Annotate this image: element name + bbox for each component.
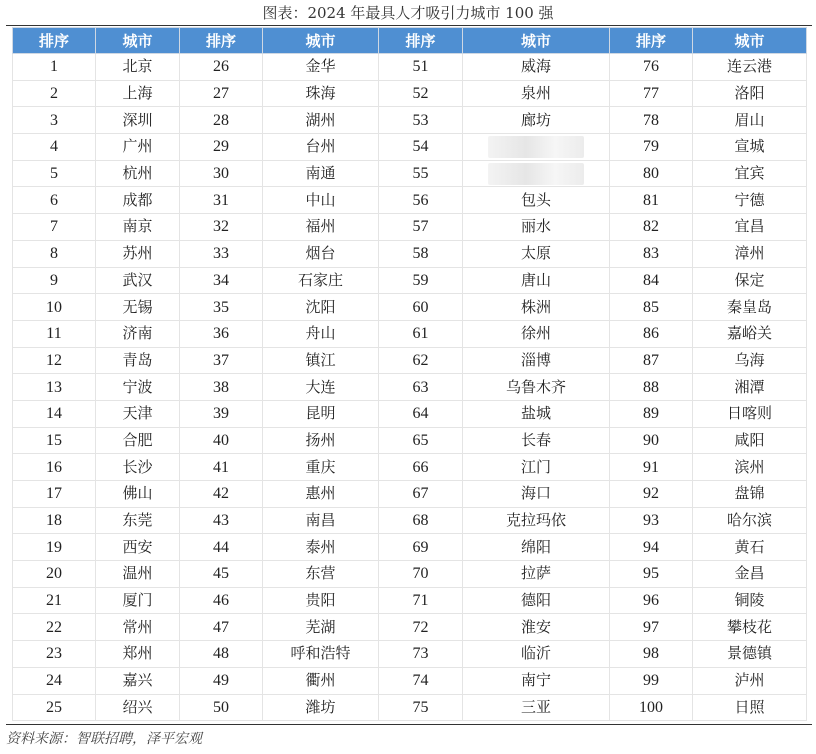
city-cell: 泉州 (463, 80, 610, 107)
rank-cell: 84 (610, 267, 693, 294)
rank-cell: 45 (180, 561, 263, 588)
table-row (13, 534, 807, 561)
rank-cell: 72 (379, 614, 463, 641)
table-row (13, 134, 807, 161)
rank-cell: 41 (180, 454, 263, 481)
city-cell: 广州 (96, 134, 180, 161)
rank-cell: 22 (13, 614, 96, 641)
rank-cell: 87 (610, 347, 693, 374)
city-cell: 克拉玛依 (463, 507, 610, 534)
rank-cell: 79 (610, 134, 693, 161)
rank-cell: 94 (610, 534, 693, 561)
header-rank-4: 排序 (610, 28, 693, 54)
city-cell: 江门 (463, 454, 610, 481)
header-city-4: 城市 (693, 28, 807, 54)
city-cell: 盘锦 (693, 481, 807, 508)
rank-cell: 11 (13, 320, 96, 347)
rank-cell: 4 (13, 134, 96, 161)
city-cell: 宁波 (96, 374, 180, 401)
rank-cell: 98 (610, 641, 693, 668)
rank-cell: 67 (379, 481, 463, 508)
table-row (13, 294, 807, 321)
rank-cell: 48 (180, 641, 263, 668)
table-row (13, 107, 807, 134)
city-cell: 株洲 (463, 294, 610, 321)
city-cell: 湖州 (263, 107, 379, 134)
table-row (13, 214, 807, 241)
city-cell: 嘉峪关 (693, 320, 807, 347)
city-cell: 海口 (463, 481, 610, 508)
rank-cell: 23 (13, 641, 96, 668)
rank-cell: 16 (13, 454, 96, 481)
city-cell: 嘉兴 (96, 667, 180, 694)
rank-cell: 78 (610, 107, 693, 134)
city-cell: 青岛 (96, 347, 180, 374)
rank-cell: 30 (180, 160, 263, 187)
city-cell: 沈阳 (263, 294, 379, 321)
city-cell: 太原 (463, 240, 610, 267)
city-cell: 宜宾 (693, 160, 807, 187)
rank-cell: 61 (379, 320, 463, 347)
rank-cell: 35 (180, 294, 263, 321)
table-row (13, 187, 807, 214)
city-cell: 徐州 (463, 320, 610, 347)
city-cell: 珠海 (263, 80, 379, 107)
city-cell: 武汉 (96, 267, 180, 294)
rank-cell: 38 (180, 374, 263, 401)
city-cell: 丽水 (463, 214, 610, 241)
rank-cell: 10 (13, 294, 96, 321)
table-row (13, 507, 807, 534)
rank-cell: 52 (379, 80, 463, 107)
city-cell: 大连 (263, 374, 379, 401)
bottom-rule (6, 724, 812, 725)
rank-cell: 8 (13, 240, 96, 267)
rank-cell: 93 (610, 507, 693, 534)
rank-cell: 49 (180, 667, 263, 694)
city-cell: 咸阳 (693, 427, 807, 454)
rank-cell: 12 (13, 347, 96, 374)
table-row (13, 614, 807, 641)
city-cell: 滨州 (693, 454, 807, 481)
city-cell: 舟山 (263, 320, 379, 347)
city-cell: 秦皇岛 (693, 294, 807, 321)
city-cell: 苏州 (96, 240, 180, 267)
rank-cell: 26 (180, 54, 263, 81)
rank-cell: 99 (610, 667, 693, 694)
rank-cell: 92 (610, 481, 693, 508)
header-city-3: 城市 (463, 28, 610, 54)
ranking-table (12, 27, 807, 721)
table-row (13, 80, 807, 107)
table-row (13, 561, 807, 588)
rank-cell: 15 (13, 427, 96, 454)
city-cell: 哈尔滨 (693, 507, 807, 534)
rank-cell: 46 (180, 587, 263, 614)
rank-cell: 69 (379, 534, 463, 561)
city-cell: 三亚 (463, 694, 610, 721)
rank-cell: 13 (13, 374, 96, 401)
chart-title: 图表：2024 年最具人才吸引力城市 100 强 (262, 4, 554, 22)
city-cell: 保定 (693, 267, 807, 294)
rank-cell: 3 (13, 107, 96, 134)
city-cell: 温州 (96, 561, 180, 588)
table-row (13, 454, 807, 481)
city-cell: 泰州 (263, 534, 379, 561)
city-cell: 眉山 (693, 107, 807, 134)
rank-cell: 50 (180, 694, 263, 721)
rank-cell: 51 (379, 54, 463, 81)
table-row (13, 374, 807, 401)
city-cell: 淄博 (463, 347, 610, 374)
city-cell: 福州 (263, 214, 379, 241)
city-cell: 泸州 (693, 667, 807, 694)
city-cell: 佛山 (96, 481, 180, 508)
table-row (13, 54, 807, 81)
city-cell: 廊坊 (463, 107, 610, 134)
rank-cell: 34 (180, 267, 263, 294)
rank-cell: 39 (180, 400, 263, 427)
rank-cell: 89 (610, 400, 693, 427)
rank-cell: 25 (13, 694, 96, 721)
city-cell: 宣城 (693, 134, 807, 161)
table-row (13, 160, 807, 187)
table-row (13, 347, 807, 374)
city-cell: 扬州 (263, 427, 379, 454)
city-cell: 贵阳 (263, 587, 379, 614)
rank-cell: 2 (13, 80, 96, 107)
rank-cell: 95 (610, 561, 693, 588)
rank-cell: 90 (610, 427, 693, 454)
city-cell: 威海 (463, 54, 610, 81)
rank-cell: 80 (610, 160, 693, 187)
city-cell: 乌海 (693, 347, 807, 374)
city-cell: 无锡 (96, 294, 180, 321)
city-cell: 芜湖 (263, 614, 379, 641)
city-cell: 重庆 (263, 454, 379, 481)
rank-cell: 82 (610, 214, 693, 241)
table-row (13, 667, 807, 694)
rank-cell: 62 (379, 347, 463, 374)
rank-cell: 33 (180, 240, 263, 267)
rank-cell: 64 (379, 400, 463, 427)
rank-cell: 57 (379, 214, 463, 241)
city-cell: 杭州 (96, 160, 180, 187)
city-cell: 包头 (463, 187, 610, 214)
rank-cell: 32 (180, 214, 263, 241)
city-cell: 昆明 (263, 400, 379, 427)
table-row (13, 481, 807, 508)
rank-cell: 31 (180, 187, 263, 214)
rank-cell: 81 (610, 187, 693, 214)
rank-cell: 86 (610, 320, 693, 347)
city-cell: 东营 (263, 561, 379, 588)
city-cell: 南昌 (263, 507, 379, 534)
city-cell: 西安 (96, 534, 180, 561)
rank-cell: 21 (13, 587, 96, 614)
city-cell: 唐山 (463, 267, 610, 294)
city-cell (463, 160, 610, 187)
city-cell: 合肥 (96, 427, 180, 454)
rank-cell: 100 (610, 694, 693, 721)
table-row (13, 400, 807, 427)
city-cell: 宜昌 (693, 214, 807, 241)
rank-cell: 9 (13, 267, 96, 294)
city-cell: 烟台 (263, 240, 379, 267)
top-rule (6, 25, 812, 26)
city-cell: 郑州 (96, 641, 180, 668)
city-cell: 深圳 (96, 107, 180, 134)
city-cell: 乌鲁木齐 (463, 374, 610, 401)
rank-cell: 77 (610, 80, 693, 107)
city-cell: 镇江 (263, 347, 379, 374)
city-cell: 日喀则 (693, 400, 807, 427)
header-rank-1: 排序 (13, 28, 96, 54)
rank-cell: 88 (610, 374, 693, 401)
table-row (13, 694, 807, 721)
city-cell: 绍兴 (96, 694, 180, 721)
rank-cell: 47 (180, 614, 263, 641)
city-cell: 攀枝花 (693, 614, 807, 641)
rank-cell: 44 (180, 534, 263, 561)
rank-cell: 58 (379, 240, 463, 267)
city-cell: 潍坊 (263, 694, 379, 721)
rank-cell: 96 (610, 587, 693, 614)
rank-cell: 27 (180, 80, 263, 107)
rank-cell: 18 (13, 507, 96, 534)
rank-cell: 40 (180, 427, 263, 454)
city-cell: 日照 (693, 694, 807, 721)
header-city-1: 城市 (96, 28, 180, 54)
header-rank-2: 排序 (180, 28, 263, 54)
rank-cell: 36 (180, 320, 263, 347)
city-cell: 漳州 (693, 240, 807, 267)
city-cell: 景德镇 (693, 641, 807, 668)
city-cell: 厦门 (96, 587, 180, 614)
city-cell: 长春 (463, 427, 610, 454)
rank-cell: 65 (379, 427, 463, 454)
city-cell: 绵阳 (463, 534, 610, 561)
table-row (13, 641, 807, 668)
rank-cell: 70 (379, 561, 463, 588)
city-cell: 东莞 (96, 507, 180, 534)
rank-cell: 19 (13, 534, 96, 561)
rank-cell: 5 (13, 160, 96, 187)
city-cell: 临沂 (463, 641, 610, 668)
rank-cell: 55 (379, 160, 463, 187)
rank-cell: 37 (180, 347, 263, 374)
city-cell: 湘潭 (693, 374, 807, 401)
rank-cell: 71 (379, 587, 463, 614)
header-city-2: 城市 (263, 28, 379, 54)
city-cell: 拉萨 (463, 561, 610, 588)
city-cell: 淮安 (463, 614, 610, 641)
rank-cell: 60 (379, 294, 463, 321)
rank-cell: 17 (13, 481, 96, 508)
rank-cell: 24 (13, 667, 96, 694)
header-rank-3: 排序 (379, 28, 463, 54)
rank-cell: 83 (610, 240, 693, 267)
city-cell: 中山 (263, 187, 379, 214)
city-cell: 长沙 (96, 454, 180, 481)
city-cell: 上海 (96, 80, 180, 107)
rank-cell: 28 (180, 107, 263, 134)
city-cell: 南京 (96, 214, 180, 241)
city-cell: 济南 (96, 320, 180, 347)
redacted-blur (488, 163, 584, 185)
redacted-blur (488, 136, 584, 158)
city-cell: 德阳 (463, 587, 610, 614)
rank-cell: 91 (610, 454, 693, 481)
rank-cell: 20 (13, 561, 96, 588)
table-row (13, 240, 807, 267)
rank-cell: 29 (180, 134, 263, 161)
rank-cell: 53 (379, 107, 463, 134)
header-row (13, 28, 807, 54)
city-cell (463, 134, 610, 161)
city-cell: 石家庄 (263, 267, 379, 294)
rank-cell: 76 (610, 54, 693, 81)
rank-cell: 97 (610, 614, 693, 641)
rank-cell: 74 (379, 667, 463, 694)
city-cell: 北京 (96, 54, 180, 81)
rank-cell: 7 (13, 214, 96, 241)
rank-cell: 85 (610, 294, 693, 321)
rank-cell: 54 (379, 134, 463, 161)
rank-cell: 73 (379, 641, 463, 668)
city-cell: 南宁 (463, 667, 610, 694)
rank-cell: 59 (379, 267, 463, 294)
table-row (13, 320, 807, 347)
rank-cell: 1 (13, 54, 96, 81)
city-cell: 盐城 (463, 400, 610, 427)
city-cell: 黄石 (693, 534, 807, 561)
city-cell: 洛阳 (693, 80, 807, 107)
city-cell: 成都 (96, 187, 180, 214)
rank-cell: 42 (180, 481, 263, 508)
rank-cell: 43 (180, 507, 263, 534)
city-cell: 台州 (263, 134, 379, 161)
city-cell: 连云港 (693, 54, 807, 81)
city-cell: 铜陵 (693, 587, 807, 614)
rank-cell: 56 (379, 187, 463, 214)
city-cell: 天津 (96, 400, 180, 427)
table-row (13, 427, 807, 454)
city-cell: 南通 (263, 160, 379, 187)
source-note: 资料来源：智联招聘，泽平宏观 (6, 731, 202, 747)
rank-cell: 14 (13, 400, 96, 427)
city-cell: 常州 (96, 614, 180, 641)
rank-cell: 6 (13, 187, 96, 214)
city-cell: 衢州 (263, 667, 379, 694)
rank-cell: 75 (379, 694, 463, 721)
table-row (13, 267, 807, 294)
city-cell: 金昌 (693, 561, 807, 588)
city-cell: 宁德 (693, 187, 807, 214)
city-cell: 呼和浩特 (263, 641, 379, 668)
rank-cell: 68 (379, 507, 463, 534)
city-cell: 惠州 (263, 481, 379, 508)
rank-cell: 63 (379, 374, 463, 401)
rank-cell: 66 (379, 454, 463, 481)
table-row (13, 587, 807, 614)
city-cell: 金华 (263, 54, 379, 81)
